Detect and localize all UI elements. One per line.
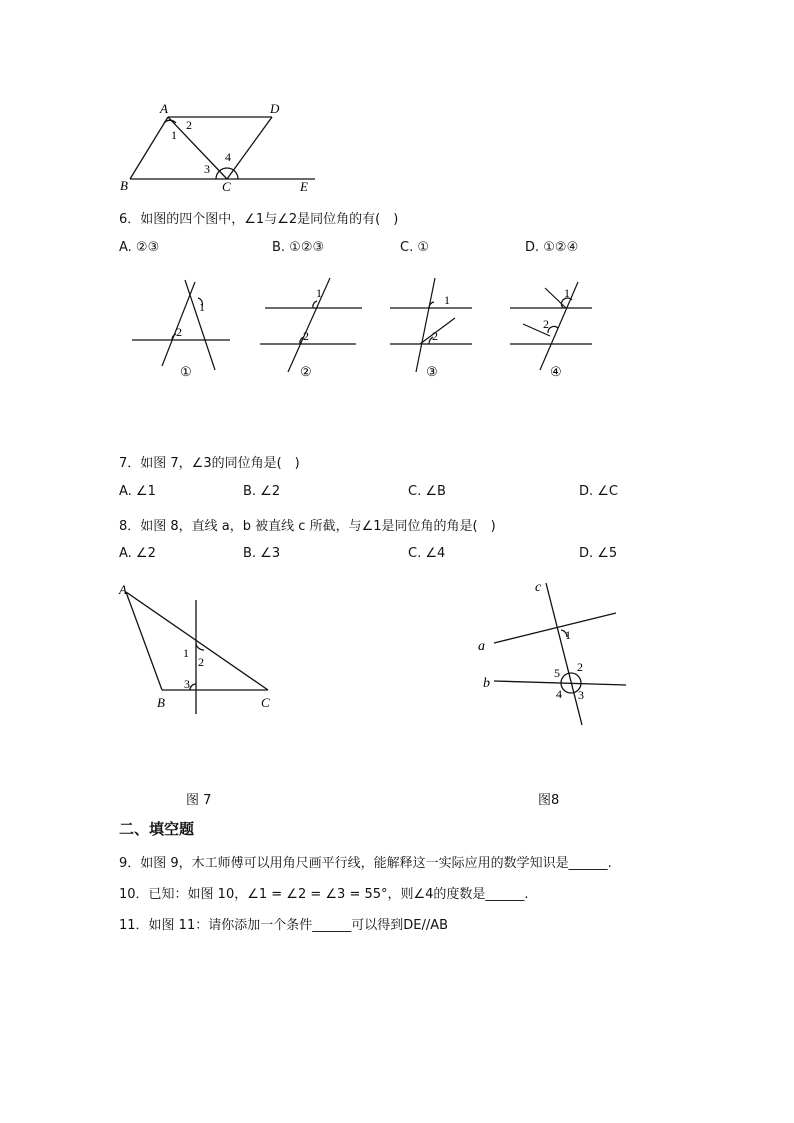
fig8-angle-5: 5 <box>554 666 560 680</box>
figure-8 <box>470 575 640 730</box>
label-D: D <box>270 101 280 116</box>
q7-option-d[interactable]: D. ∠C <box>579 484 619 499</box>
q6-fig2-angle-2: 2 <box>303 329 309 343</box>
q6-fig1-angle-1: 1 <box>199 300 205 314</box>
fig7-angle-3: 3 <box>184 677 190 691</box>
fig8-label-a: a <box>478 639 485 654</box>
fig7-caption: 图 7 <box>186 793 212 808</box>
fig8-angle-1: 1 <box>565 628 571 642</box>
q8-stem: 8．如图 8，直线 a，b 被直线 c 所截，与∠1是同位角的角是( ) <box>119 519 496 534</box>
q6-option-d[interactable]: D. ①②④ <box>525 240 579 255</box>
q7-option-b[interactable]: B. ∠2 <box>243 484 281 499</box>
q6-option-a[interactable]: A. ②③ <box>119 240 160 255</box>
fig7-angle-2: 2 <box>198 655 204 669</box>
q6-stem: 6．如图的四个图中，∠1与∠2是同位角的有( ) <box>119 212 399 227</box>
fig8-angle-4: 4 <box>556 687 562 701</box>
q6-option-c[interactable]: C. ① <box>400 240 429 255</box>
fig8-label-b: b <box>483 676 490 691</box>
fig7-label-C: C <box>261 695 270 710</box>
fig7-label-A: A <box>119 582 127 597</box>
q6-option-b[interactable]: B. ①②③ <box>272 240 325 255</box>
fig7-line-AC <box>126 592 268 690</box>
q11-text: 11．如图 11：请你添加一个条件______可以得到DE//AB <box>119 918 449 933</box>
q6-fig4-angle-1: 1 <box>564 286 570 300</box>
q8-option-b[interactable]: B. ∠3 <box>243 546 281 561</box>
line-AB <box>130 117 168 179</box>
figure-7 <box>110 580 290 720</box>
q8-option-a[interactable]: A. ∠2 <box>119 546 156 561</box>
fig7-label-B: B <box>157 695 165 710</box>
q6-fig1-angle-2: 2 <box>176 325 182 339</box>
q7-option-c[interactable]: C. ∠B <box>408 484 446 499</box>
q6-fig2-angle-1: 1 <box>316 286 322 300</box>
q6-fig4-label: ④ <box>550 364 562 379</box>
q6-fig2-label: ② <box>300 364 312 379</box>
fig7-line-AB <box>126 592 162 690</box>
q6-figures <box>120 270 600 385</box>
angle-label-2: 2 <box>186 118 192 132</box>
fig8-angle-3: 3 <box>578 688 584 702</box>
q8-option-d[interactable]: D. ∠5 <box>579 546 618 561</box>
q6-fig3-label: ③ <box>426 364 438 379</box>
q10-text: 10．已知：如图 10，∠1 = ∠2 = ∠3 = 55°，则∠4的度数是______. <box>119 887 529 902</box>
label-B: B <box>120 178 128 193</box>
top-figure <box>110 95 330 195</box>
label-E: E <box>300 179 308 194</box>
section-2-title: 二、填空题 <box>119 820 195 838</box>
q6-fig3-angle-1: 1 <box>444 293 450 307</box>
fig7-angle-1: 1 <box>183 646 189 660</box>
q7-stem: 7．如图 7，∠3的同位角是( ) <box>119 456 300 471</box>
fig8-angle-2: 2 <box>577 660 583 674</box>
q6-fig1-label: ① <box>180 364 192 379</box>
fig8-caption: 图8 <box>538 793 560 808</box>
angle-arc-C <box>216 168 238 179</box>
label-C: C <box>222 179 231 194</box>
fig8-label-c: c <box>535 580 542 595</box>
line-AC <box>168 117 227 179</box>
angle-label-4: 4 <box>225 150 231 164</box>
q6-fig4-angle-2: 2 <box>543 317 549 331</box>
q8-option-c[interactable]: C. ∠4 <box>408 546 446 561</box>
q9-text: 9．如图 9，木工师傅可以用角尺画平行线，能解释这一实际应用的数学知识是______. <box>119 856 612 871</box>
q7-option-a[interactable]: A. ∠1 <box>119 484 156 499</box>
angle-label-1: 1 <box>171 128 177 142</box>
fig8-line-c <box>546 583 582 725</box>
angle-label-3: 3 <box>204 162 210 176</box>
label-A: A <box>160 101 168 116</box>
q6-fig3-angle-2: 2 <box>432 329 438 343</box>
fig8-line-b <box>494 681 626 685</box>
